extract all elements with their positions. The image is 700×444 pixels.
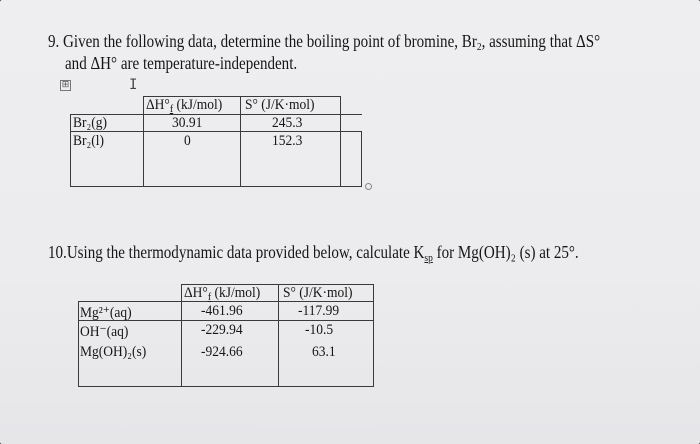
q10-row-entropy: -10.5 <box>305 322 334 338</box>
q10-row-species: OH⁻(aq) <box>80 324 129 340</box>
q9-row-enthalpy: 0 <box>184 133 191 149</box>
q9-row-entropy: 152.3 <box>272 133 303 149</box>
q10-row-entropy: -117.99 <box>298 303 340 319</box>
q10-row-species: Mg²⁺(aq) <box>80 305 132 321</box>
q10-header-enthalpy: $\Delta H^\circ_f$ (kJ/mol) <box>184 285 261 303</box>
q9-header-enthalpy: $\Delta H^\circ_f$ (kJ/mol) <box>146 97 223 115</box>
text-cursor-icon: I <box>129 77 138 93</box>
q10-row-species: Mg(OH)₂(s) <box>80 344 147 360</box>
question-10-text: 10.Using the thermodynamic data provided below, calculate $K_{sp}$ for Mg(OH)₂ (s) at 25°. <box>48 242 579 264</box>
q10-header-entropy: S° (J/K·mol) <box>283 285 353 301</box>
q9-row-species: Br₂(g) <box>73 115 107 131</box>
q10-row-entropy: 63.1 <box>312 344 336 360</box>
question-9-text: 9. Given the following data, determine the boiling point of bromine, $Br_2$, assuming that ΔS° <box>48 31 601 53</box>
q10-row-enthalpy: -924.66 <box>201 344 243 360</box>
table-move-handle-icon[interactable]: ⊞ <box>61 80 70 90</box>
q9-row-entropy: 245.3 <box>272 115 303 131</box>
question-9-text-continued: and ΔH° are temperature-independent. <box>65 53 298 73</box>
table-resize-handle[interactable] <box>365 183 372 190</box>
q10-row-enthalpy: -461.96 <box>201 303 243 319</box>
q9-header-entropy: S° (J/K·mol) <box>245 97 315 113</box>
q10-row-enthalpy: -229.94 <box>201 322 243 338</box>
q9-row-species: Br₂(l) <box>73 133 104 149</box>
q9-row-enthalpy: 30.91 <box>172 115 203 131</box>
